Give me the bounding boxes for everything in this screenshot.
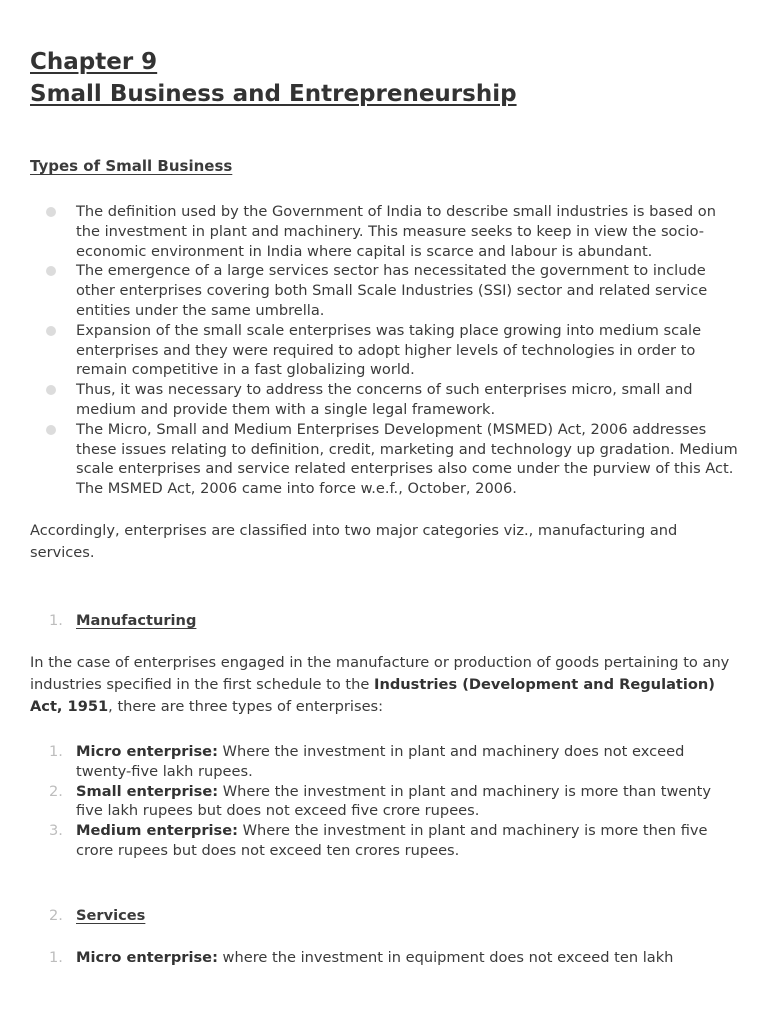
manufacturing-intro (30, 652, 742, 718)
services-title: Services (76, 907, 146, 924)
services-heading (30, 906, 740, 926)
list-number: 1. (49, 612, 63, 629)
list-item (30, 742, 742, 782)
bullet-text: The emergence of a large services sector has necessitated the government to include other enterprises covering both Small Scale Industries (SSI) sector and related service entities under the same umbrella. (76, 262, 708, 319)
manufacturing-types-list (30, 742, 742, 861)
chapter-number: Chapter 9 (30, 49, 158, 75)
list-number: 1. (49, 743, 63, 760)
intro-text-end: , there are three types of enterprises: (108, 698, 384, 715)
manufacturing-heading (30, 611, 740, 631)
bullet-text: Thus, it was necessary to address the concerns of such enterprises micro, small and medium and provide them with a single legal framework. (76, 381, 693, 418)
bullet-item (30, 321, 742, 380)
types-section-heading (30, 157, 740, 175)
bullet-dot-icon (46, 207, 56, 217)
list-number: 3. (49, 822, 63, 840)
item-text: Where the investment in plant and machinery is more then five crore rupees but does not exceed ten crores rupees. (76, 822, 708, 859)
bullet-text: Expansion of the small scale enterprises was taking place growing into medium scale enterprises and they were required to adopt higher levels of technologies in order to remain competitive in a fast globalizing world. (76, 321, 702, 379)
list-item (30, 821, 742, 861)
bullet-dot-icon (46, 326, 56, 336)
intro-text: In the case of enterprises engaged in the manufacture or production of goods pertaining to any industries specified in the first schedule to the (30, 654, 730, 693)
list-number: 1. (49, 949, 63, 966)
bullet-item (30, 202, 742, 261)
item-text: Where the investment in plant and machinery is more than twenty five lakh rupees but does not exceed five crore rupees. (76, 782, 711, 820)
services-types-list (30, 948, 742, 968)
bullet-dot-icon (46, 266, 56, 276)
chapter-title (30, 46, 740, 110)
bullet-item (30, 420, 742, 499)
types-bullet-list (30, 202, 742, 499)
classification-paragraph (30, 520, 740, 564)
chapter-name: Small Business and Entrepreneurship (30, 81, 517, 107)
manufacturing-title: Manufacturing (76, 612, 197, 629)
bullet-dot-icon (46, 425, 56, 435)
bullet-text: The Micro, Small and Medium Enterprises Development (MSMED) Act, 2006 addresses these issues relating to definition, credit, marketing and technology up gradation. Medium scale enterprises and service related enterprises also come under the purview of this Act. The MSMED Act, 2006 came into force w.e.f., October, 2006. (76, 420, 738, 498)
act-name: Industries (Development and Regulation) Act, 1951 (30, 676, 715, 715)
list-number: 2. (49, 782, 63, 800)
list-number: 2. (49, 907, 63, 924)
list-item (30, 948, 742, 968)
accordingly-text: Accordingly, enterprises are classified into two major categories viz., manufacturing and services. (30, 522, 678, 561)
item-label: Micro enterprise: (76, 743, 218, 760)
bullet-item (30, 261, 742, 320)
item-label: Small enterprise: (76, 782, 219, 800)
item-label: Micro enterprise: (76, 949, 218, 966)
types-heading: Types of Small Business (30, 157, 233, 175)
item-text: where the investment in equipment does not exceed ten lakh (217, 949, 674, 966)
item-label: Medium enterprise: (76, 822, 238, 840)
bullet-text: The definition used by the Government of India to describe small industries is based on the investment in plant and machinery. This measure seeks to keep in view the socio-economic environment in India where capital is scarce and labour is abundant. (76, 203, 716, 260)
bullet-dot-icon (46, 385, 56, 395)
list-item (30, 782, 742, 822)
item-text: Where the investment in plant and machinery does not exceed twenty-five lakh rupees. (76, 743, 685, 780)
bullet-item (30, 380, 742, 420)
